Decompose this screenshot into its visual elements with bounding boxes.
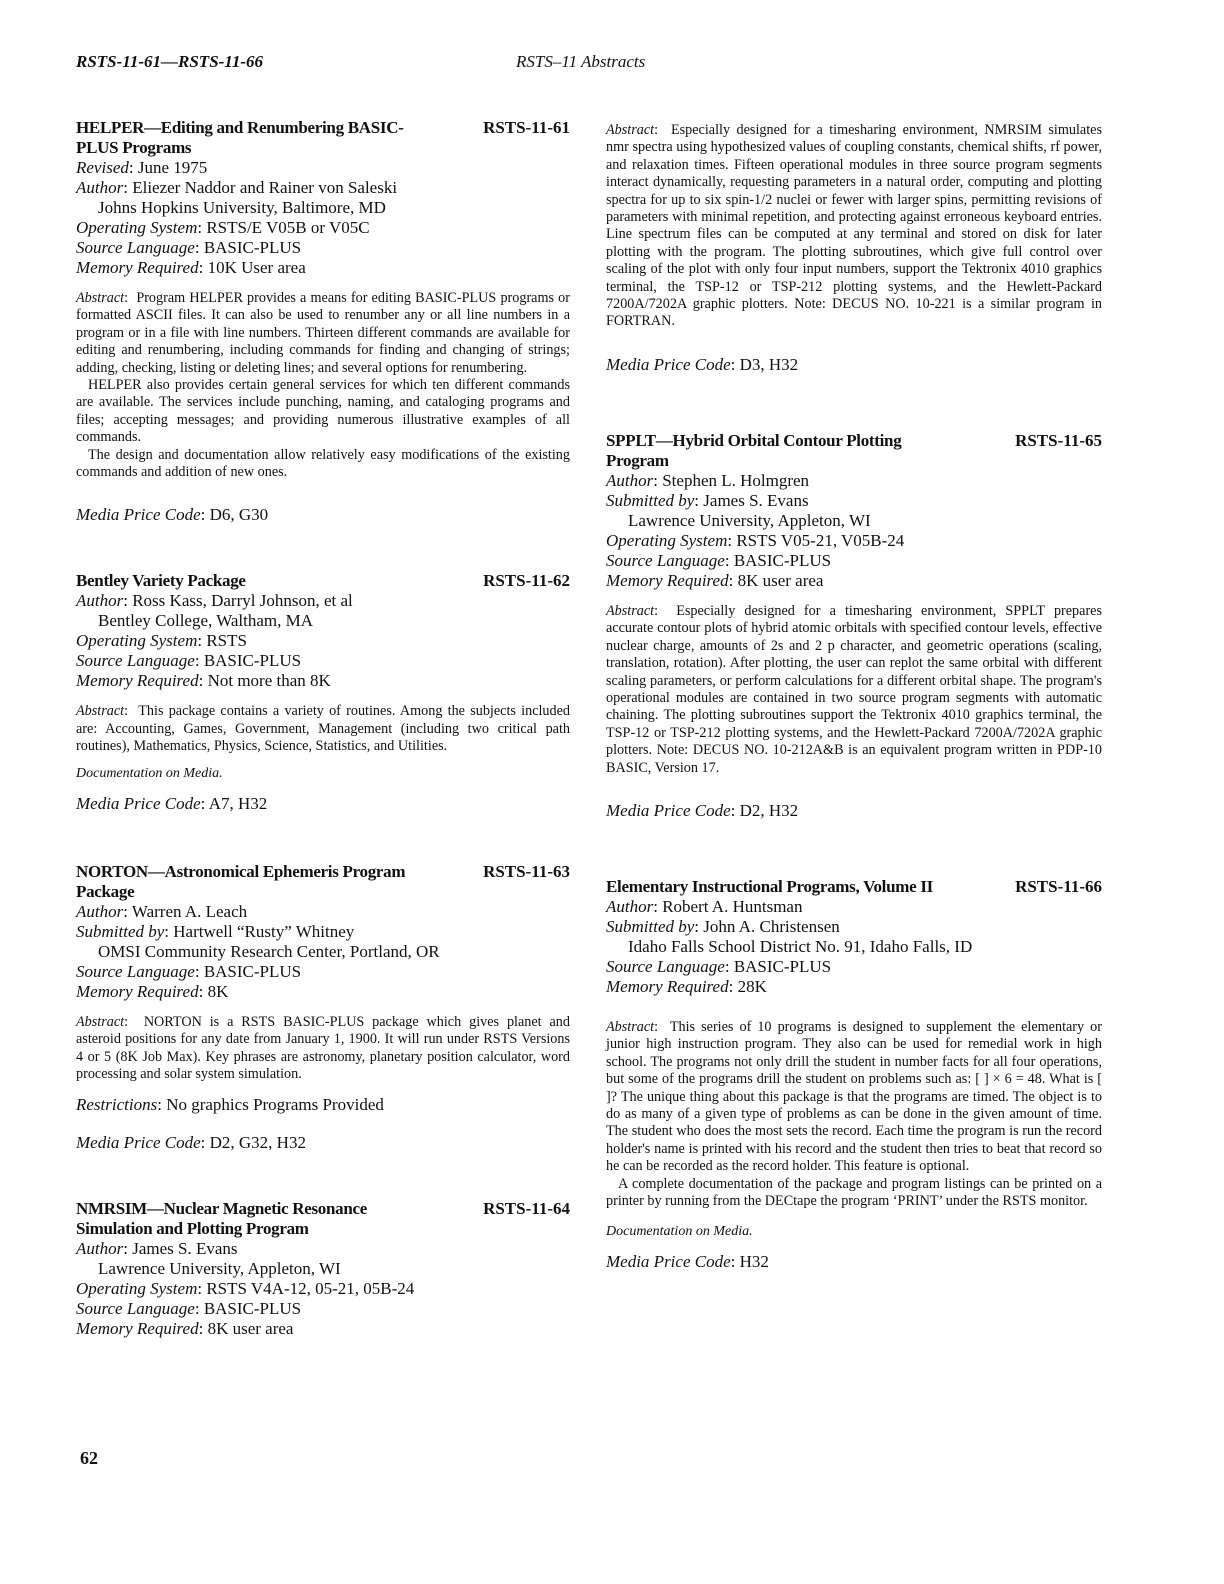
revised-value: June 1975	[137, 158, 208, 177]
author-value: Ross Kass, Darryl Johnson, et al	[132, 591, 353, 611]
field-label: Author	[76, 591, 124, 611]
field-label: Media Price Code	[76, 793, 201, 813]
abstract: Abstract: This package contains a variety of routines. Among the subjects included are: Accounting, Games, Government, Management (including two critical path routines), Mathematics, Physics, Science, Statistics, and Utilities.	[76, 703, 571, 755]
field-label: Operating System	[606, 530, 728, 550]
abstract: Abstract: This series of 10 programs is designed to supplement the elementary or junior high instruction program. They also can be used for remedial work in high school. The programs not only drill the student in number facts for all four operations, but some of the programs drill the student on problems such as: [ ] × 6 = 48. What is [ ]? The unique thing about this package is that the programs are timed. The object is to do as many of a given type of problems as can be done in the given amount of time. The student who does the most sets the record. Each time the program is run the record holder's name is printed with his record and the student then tries to beat that record so he can be recorded as the record holder. This feature is optional. A complete documentation of the package and program listings can be printed on a printer by running from the DECtape the program ‘PRINT’ under the RSTS monitor.	[606, 1018, 1102, 1209]
os-value: RSTS/E V05B or V05C	[206, 218, 370, 237]
entry-title: NORTON—Astronomical Ephemeris Program Package	[76, 861, 406, 901]
field-label: Operating System	[76, 631, 198, 651]
entry-rsts-11-61: HELPER—Editing and Renumbering BASIC-PLUS Programs RSTS-11-61 Revised: June 1975 Author: Eliezer Naddor and Rainer von Saleski Johns Hopkins University, Baltimore, MD Operating System: RSTS/E V05B or V05C Source Language: BASIC-PLUS Memory Required: 10K User area Abstract: Program HELPER provides a means for editing BASIC-PLUS programs or formatted ASCII files. It can also be used to renumber any or all line numbers in a program or in a file with line numbers. Thirteen different commands are available for editing and renumbering, including commands for finding and changing of strings; adding, checking, listing or deleting lines; and several options for renumbering. HELPER also provides certain general services for which ten different commands are available. The services include punching, naming, and cataloging programs and files; accepting messages; and providing numerous illustrative examples of all commands. The design and documentation allow relatively easy modifications of the existing commands and addition of new ones. Media Price Code: D6, G30	[76, 118, 570, 525]
field-label: Source Language	[76, 238, 195, 257]
abstract-text: Especially designed for a timesharing environment, SPPLT prepares accurate contour plots of hybrid atomic orbitals with specified contour levels, effective nuclear charge, amounts of 2s and 2 p character, and geometric operations (scaling, translation, rotation). After plotting, the user can replot the same orbital with different scaling parameters, or perform calculations for a different orbital shape. The program's operational modules are contained in two source program segments with automatic chaining. The plotting subroutines support the Tektronix 4010 graphics terminal, the TSP-12 or TSP-212 plotting systems, and the Hewlett-Packard 7200A/7202A graphic plotters. Note: DECUS NO. 10-212A&B is an equivalent program written in PDP-10 BASIC, Version 17.	[606, 602, 1102, 776]
abstract: Abstract: Especially designed for a timesharing environment, NMRSIM simulates nmr spectra using hypothesized values of coupling constants, chemical shifts, rf power, and relaxation times. Fifteen operational modules in three source program segments interact dynamically, requesting parameters in a natural order, computing and plotting spectra for up to six spin-1/2 nuclei or fewer with larger spins, permitting revisions of parameters with minimal repetition, and protecting against erroneous keyboard entries. Line spectrum files can be computed at any terminal and stored on disk for later plotting with the program. The plotting subroutines, which give full control over scaling of the plot with only four input numbers, support the Tektronix 4010 graphics terminal, the TSP-12 or TSP-212 plotting systems, and the Hewlett-Packard 7200A/7202A graphic plotters. Note: DECUS NO. 10-221 is a similar program in FORTRAN.	[606, 122, 1102, 330]
right-column: Abstract: Especially designed for a timesharing environment, NMRSIM simulates nmr spectra using hypothesized values of coupling constants, chemical shifts, rf power, and relaxation times. Fifteen operational modules in three source program segments interact dynamically, requesting parameters in a natural order, computing and plotting spectra for up to six spin-1/2 nuclei or fewer with larger spins, permitting revisions of parameters with minimal repetition, and protecting against erroneous keyboard entries. Line spectrum files can be computed at any terminal and stored on disk for later plotting with the program. The plotting subroutines, which give full control over scaling of the plot with only four input numbers, support the Tektronix 4010 graphics terminal, the TSP-12 or TSP-212 plotting systems, and the Hewlett-Packard 7200A/7202A graphic plotters. Note: DECUS NO. 10-221 is a similar program in FORTRAN. Media Price Code: D3, H32 SPPLT—Hybrid Orbital Contour Plotting Program RSTS-11-65 Author: Stephen L. Holmgren Submitted by: James S. Evans Lawrence University, Appleton, WI Operating System: RSTS V05-21, V05B-24 Source Language: BASIC-PLUS Memory Required: 8K user area Abstract: Especially designed for a timesharing environment, SPPLT prepares accurate contour plots of hybrid atomic orbitals with specified contour levels, effective nuclear charge, amounts of 2s and 2 p character, and geometric operations (scaling, translation, rotation). After plotting, the user can replot the same orbital with different scaling parameters, or perform calculations for a different orbital shape. The program's operational modules are contained in two source program segments with automatic chaining. The plotting subroutines support the Tektronix 4010 graphics terminal, the TSP-12 or TSP-212 plotting systems, and the Hewlett-Packard 7200A/7202A graphic plotters. Note: DECUS NO. 10-212A&B is an equivalent program written in PDP-10 BASIC, Version 17. Media Price Code: D2, H32 Elementary Instructional Programs, Volume II RSTS-11-66 Author: Robert A. Huntsman Submitted by: John A. Christensen Idaho Falls School District No. 91, Idaho Falls, ID Source Language: BASIC-PLUS Memory Required: 28K Abstract: This series of 10 programs is designed to supplement the elementary or junior high instruction program. They also can be used for remedial work in high school. The programs not only drill the student in number facts for all four operations, but some of the programs drill the student on problems such as: [ ] × 6 = 48. What is [ ]? The unique thing about this package is that the programs are timed. The object is to do as many of a given type of problems as can be done in the given amount of time. The student who does the most sets the record. Each time the program is run the record holder's name is printed with his record and the student then tries to beat that record so he can be recorded as the record holder. This feature is optional. A complete documentation of the package and program listings can be printed on a printer by running from the DECtape the program ‘PRINT’ under the RSTS monitor. Documentation on Media. Media Price Code: H32	[606, 122, 1102, 1272]
submitted-value: James S. Evans	[703, 490, 809, 510]
field-label: Source Language	[76, 961, 195, 981]
submitted-value: John A. Christensen	[703, 916, 840, 936]
affiliation: Lawrence University, Appleton, WI	[98, 1259, 341, 1279]
author-value: Stephen L. Holmgren	[662, 470, 810, 490]
field-label: Abstract	[606, 122, 655, 138]
abstract: Abstract: Especially designed for a timesharing environment, SPPLT prepares accurate contour plots of hybrid atomic orbitals with specified contour levels, effective nuclear charge, amounts of 2s and 2 p character, and geometric operations (scaling, translation, rotation). After plotting, the user can replot the same orbital with different scaling parameters, or perform calculations for a different orbital shape. The program's operational modules are contained in two source program segments with automatic chaining. The plotting subroutines support the Tektronix 4010 graphics terminal, the TSP-12 or TSP-212 plotting systems, and the Hewlett-Packard 7200A/7202A graphic plotters. Note: DECUS NO. 10-212A&B is an equivalent program written in PDP-10 BASIC, Version 17.	[606, 602, 1102, 776]
entry-code: RSTS-11-64	[483, 1199, 570, 1219]
abstract-text: The design and documentation allow relatively easy modifications of the existing commands and addition of new ones.	[76, 446, 570, 481]
field-label: Abstract	[76, 1013, 125, 1030]
author-value: Eliezer Naddor and Rainer von Saleski	[132, 178, 398, 197]
running-header-left: RSTS-11-61—RSTS-11-66	[76, 52, 264, 71]
field-label: Media Price Code	[76, 1133, 201, 1153]
author-value: Warren A. Leach	[131, 901, 248, 921]
affiliation: OMSI Community Research Center, Portland, OR	[98, 941, 440, 961]
field-label: Abstract	[76, 703, 125, 720]
abstract-text: NORTON is a RSTS BASIC-PLUS package which gives planet and asteroid positions for any date from January 1, 1900. It will run under RSTS Versions 4 or 5 (8K Job Max). Key phrases are astronomy, planetary position calculator, word processing and solar system simulation.	[76, 1013, 570, 1082]
entry-title: Elementary Instructional Programs, Volume II	[606, 876, 933, 896]
field-label: Submitted by	[76, 921, 165, 941]
field-label: Author	[76, 1239, 124, 1259]
memory-value: 28K	[737, 976, 767, 996]
field-label: Memory Required	[606, 976, 729, 996]
entry-title: HELPER—Editing and Renumbering BASIC-PLUS Programs	[76, 118, 404, 157]
field-label: Memory Required	[606, 570, 729, 590]
running-header-center: RSTS–11 Abstracts	[516, 52, 646, 71]
os-value: RSTS V05-21, V05B-24	[736, 530, 905, 550]
entry-rsts-11-64: NMRSIM—Nuclear Magnetic Resonance Simulation and Plotting Program RSTS-11-64 Author: James S. Evans Lawrence University, Appleton, WI Operating System: RSTS V4A-12, 05-21, 05B-24 Source Language: BASIC-PLUS Memory Required: 8K user area	[76, 1199, 570, 1339]
entry-rsts-11-63: NORTON—Astronomical Ephemeris Program Package RSTS-11-63 Author: Warren A. Leach Submitted by: Hartwell “Rusty” Whitney OMSI Community Research Center, Portland, OR Source Language: BASIC-PLUS Memory Required: 8K Abstract: NORTON is a RSTS BASIC-PLUS package which gives planet and asteroid positions for any date from January 1, 1900. It will run under RSTS Versions 4 or 5 (8K Job Max). Key phrases are astronomy, planetary position calculator, word processing and solar system simulation. Restrictions: No graphics Programs Provided Media Price Code: D2, G32, H32	[76, 861, 570, 1153]
memory-value: 8K	[207, 981, 229, 1001]
field-label: Abstract	[606, 1018, 655, 1035]
price-value: A7, H32	[208, 793, 268, 813]
field-label: Author	[76, 901, 124, 921]
price-value: D3, H32	[739, 354, 799, 374]
entry-rsts-11-66: Elementary Instructional Programs, Volume II RSTS-11-66 Author: Robert A. Huntsman Submitted by: John A. Christensen Idaho Falls School District No. 91, Idaho Falls, ID Source Language: BASIC-PLUS Memory Required: 28K Abstract: This series of 10 programs is designed to supplement the elementary or junior high instruction program. They also can be used for remedial work in high school. The programs not only drill the student in number facts for all four operations, but some of the programs drill the student on problems such as: [ ] × 6 = 48. What is [ ]? The unique thing about this package is that the programs are timed. The object is to do as many of a given type of problems as can be done in the given amount of time. The student who does the most sets the record. Each time the program is run the record holder's name is printed with his record and the student then tries to beat that record so he can be recorded as the record holder. This feature is optional. A complete documentation of the package and program listings can be printed on a printer by running from the DECtape the program ‘PRINT’ under the RSTS monitor. Documentation on Media. Media Price Code: H32	[606, 876, 1102, 1272]
entry-code: RSTS-11-66	[1015, 876, 1102, 896]
memory-value: Not more than 8K	[207, 671, 331, 691]
field-label: Operating System	[76, 1279, 198, 1299]
documentation-note: Documentation on Media.	[606, 1224, 753, 1240]
entry-code: RSTS-11-65	[1015, 430, 1102, 450]
field-label: Source Language	[606, 956, 725, 976]
price-value: D2, G32, H32	[209, 1133, 306, 1153]
entry-code: RSTS-11-61	[483, 118, 570, 137]
abstract: Abstract: NORTON is a RSTS BASIC-PLUS package which gives planet and asteroid positions for any date from January 1, 1900. It will run under RSTS Versions 4 or 5 (8K Job Max). Key phrases are astronomy, planetary position calculator, word processing and solar system simulation.	[76, 1013, 570, 1082]
language-value: BASIC-PLUS	[203, 651, 302, 671]
abstract-text: This package contains a variety of routines. Among the subjects included are: Accounting, Games, Government, Management (including two critical path routines), Mathematics, Physics, Science, Statistics, and Utilities.	[76, 703, 571, 755]
field-label: Media Price Code	[606, 1252, 731, 1272]
left-column	[76, 118, 570, 1339]
entry-rsts-11-62: Bentley Variety Package RSTS-11-62 Author: Ross Kass, Darryl Johnson, et al Bentley College, Waltham, MA Operating System: RSTS Source Language: BASIC-PLUS Memory Required: Not more than 8K Abstract: This package contains a variety of routines. Among the subjects included are: Accounting, Games, Government, Management (including two critical path routines), Mathematics, Physics, Science, Statistics, and Utilities. Documentation on Media. Media Price Code: A7, H32	[76, 571, 571, 813]
field-label: Source Language	[606, 550, 725, 570]
field-label: Restrictions	[76, 1095, 158, 1115]
field-label: Memory Required	[76, 671, 199, 691]
language-value: BASIC-PLUS	[203, 961, 302, 981]
memory-value: 8K user area	[207, 1319, 294, 1339]
affiliation: Idaho Falls School District No. 91, Idaho Falls, ID	[628, 936, 973, 956]
entry-title: SPPLT—Hybrid Orbital Contour Plotting Program	[606, 430, 902, 470]
abstract-text: A complete documentation of the package and program listings can be printed on a printer by running from the DECtape the program ‘PRINT’ under the RSTS monitor.	[606, 1175, 1102, 1209]
field-label: Operating System	[76, 218, 198, 237]
price-value: H32	[739, 1252, 769, 1272]
entry-code: RSTS-11-63	[483, 861, 570, 881]
price-value: D2, H32	[739, 800, 799, 820]
field-label: Memory Required	[76, 1319, 199, 1339]
language-value: BASIC-PLUS	[203, 238, 302, 257]
field-label: Media Price Code	[606, 354, 731, 374]
affiliation: Lawrence University, Appleton, WI	[628, 510, 871, 530]
affiliation: Johns Hopkins University, Baltimore, MD	[98, 198, 386, 217]
entry-title: Bentley Variety Package	[76, 571, 246, 591]
restrictions-value: No graphics Programs Provided	[166, 1095, 384, 1115]
abstract-text: This series of 10 programs is designed to supplement the elementary or junior high instruction program. They also can be used for remedial work in high school. The programs not only drill the student in number facts for all four operations, but some of the programs drill the student on problems such as: [ ] × 6 = 48. What is [ ]? The unique thing about this package is that the programs are timed. The object is to do as many of a given type of problems as can be done in the given amount of time. The student who does the most sets the record. Each time the program is run the record holder's name is printed with his record and the student then tries to beat that record so he can be recorded as the record holder. This feature is optional.	[606, 1018, 1102, 1175]
field-label: Source Language	[76, 651, 195, 671]
field-label: Memory Required	[76, 981, 199, 1001]
abstract-text: Program HELPER provides a means for editing BASIC-PLUS programs or formatted ASCII files. It can also be used to renumber any or all line numbers in a program or in a file with line numbers. Thirteen different commands are available for editing and renumbering, including commands for finding and changing of strings; adding, checking, listing or deleting lines; and several options for renumbering.	[76, 290, 570, 376]
author-value: James S. Evans	[132, 1239, 238, 1259]
field-label: Author	[76, 178, 124, 197]
submitted-value: Hartwell “Rusty” Whitney	[173, 921, 355, 941]
field-label: Source Language	[76, 1299, 195, 1319]
entry-title: NMRSIM—Nuclear Magnetic Resonance Simulation and Plotting Program	[76, 1199, 368, 1239]
entry-code: RSTS-11-62	[483, 571, 570, 591]
os-value: RSTS	[206, 631, 247, 651]
memory-value: 8K user area	[737, 570, 824, 590]
field-label: Author	[606, 470, 654, 490]
field-label: Submitted by	[606, 490, 695, 510]
abstract-text: HELPER also provides certain general services for which ten different commands are available. The services include punching, naming, and cataloging programs and files; accepting messages; and providing numerous illustrative examples of all commands.	[76, 377, 570, 446]
field-label: Abstract	[76, 290, 125, 306]
language-value: BASIC-PLUS	[733, 956, 832, 976]
page-number: 62	[80, 1448, 98, 1468]
abstract-text: Especially designed for a timesharing environment, NMRSIM simulates nmr spectra using hypothesized values of coupling constants, chemical shifts, rf power, and relaxation times. Fifteen operational modules in three source program segments interact dynamically, requesting parameters in a natural order, computing and plotting spectra for up to six spin-1/2 nuclei or fewer with larger spins, permitting revisions of parameters with minimal repetition, and protecting against erroneous keyboard entries. Line spectrum files can be computed at any terminal and stored on disk for later plotting with the program. The plotting subroutines, which give full control over scaling of the plot with only four input numbers, support the Tektronix 4010 graphics terminal, the TSP-12 or TSP-212 plotting systems, and the Hewlett-Packard 7200A/7202A graphic plotters. Note: DECUS NO. 10-221 is a similar program in FORTRAN.	[606, 122, 1102, 330]
field-label: Revised	[76, 158, 129, 177]
entry-rsts-11-65: SPPLT—Hybrid Orbital Contour Plotting Program RSTS-11-65 Author: Stephen L. Holmgren Submitted by: James S. Evans Lawrence University, Appleton, WI Operating System: RSTS V05-21, V05B-24 Source Language: BASIC-PLUS Memory Required: 8K user area Abstract: Especially designed for a timesharing environment, SPPLT prepares accurate contour plots of hybrid atomic orbitals with specified contour levels, effective nuclear charge, amounts of 2s and 2 p character, and geometric operations (scaling, translation, rotation). After plotting, the user can replot the same orbital with different scaling parameters, or perform calculations for a different orbital shape. The program's operational modules are contained in two source program segments with automatic chaining. The plotting subroutines support the Tektronix 4010 graphics terminal, the TSP-12 or TSP-212 plotting systems, and the Hewlett-Packard 7200A/7202A graphic plotters. Note: DECUS NO. 10-212A&B is an equivalent program written in PDP-10 BASIC, Version 17. Media Price Code: D2, H32	[606, 430, 1102, 820]
author-value: Robert A. Huntsman	[662, 896, 803, 916]
language-value: BASIC-PLUS	[733, 550, 832, 570]
field-label: Author	[606, 896, 654, 916]
language-value: BASIC-PLUS	[203, 1299, 302, 1319]
os-value: RSTS V4A-12, 05-21, 05B-24	[206, 1279, 415, 1299]
affiliation: Bentley College, Waltham, MA	[98, 611, 314, 631]
memory-value: 10K User area	[207, 258, 306, 277]
field-label: Abstract	[606, 602, 655, 619]
field-label: Media Price Code	[76, 505, 201, 525]
price-value: D6, G30	[209, 505, 269, 525]
field-label: Memory Required	[76, 258, 199, 277]
field-label: Submitted by	[606, 916, 695, 936]
abstract: Abstract: Program HELPER provides a means for editing BASIC-PLUS programs or formatted ASCII files. It can also be used to renumber any or all line numbers in a program or in a file with line numbers. Thirteen different commands are available for editing and renumbering, including commands for finding and changing of strings; adding, checking, listing or deleting lines; and several options for renumbering. HELPER also provides certain general services for which ten different commands are available. The services include punching, naming, and cataloging programs and files; accepting messages; and providing numerous illustrative examples of all commands. The design and documentation allow relatively easy modifications of the existing commands and addition of new ones.	[76, 290, 570, 481]
documentation-note: Documentation on Media.	[76, 765, 223, 781]
field-label: Media Price Code	[606, 800, 731, 820]
